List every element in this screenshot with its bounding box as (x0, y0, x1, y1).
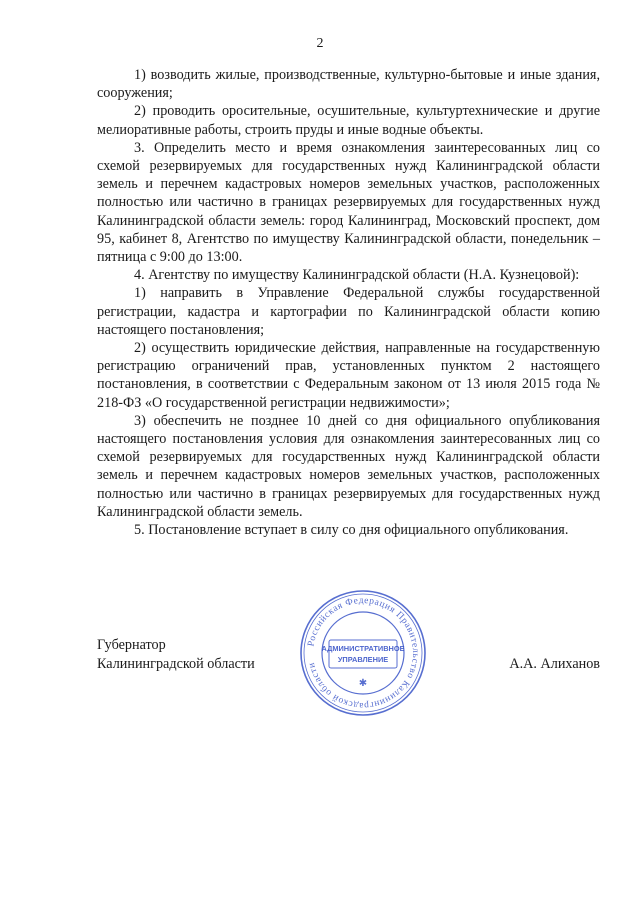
signatory-title: Губернатор (97, 637, 166, 653)
paragraph-5: 1) направить в Управление Федеральной службы государственной регистрации, кадастра и картографии по Калининградской области копию настоящего постановления; (97, 285, 600, 338)
paragraph-7: 3) обеспечить не позднее 10 дней со дня официального опубликования настоящего постановления условия для ознакомления заинтересованных лиц со схемой резервируемых для государственных нужд Калининградской области земель и перечнем кадастровых номеров земельных участков, расположенных полностью или частично в границах резервируемых для государственных нужд Калининградской области земель. (97, 412, 600, 520)
paragraph-3: 3. Определить место и время ознакомления заинтересованных лиц со схемой резервируемых для государственных нужд Калининградской области земель и перечнем кадастровых номеров земельных участков, расположенных полностью или частично в границах резервируемых для государственных нужд Калининградской области земель: город Калининград, Московский проспект, дом 95, кабинет 8, Агентство по имуществу Калининградской области, понедельник – пятница с 9:00 до 13:00. (97, 139, 600, 266)
seal-inner-line-2: УПРАВЛЕНИЕ (337, 655, 389, 664)
document-body (97, 66, 600, 539)
paragraph-2: 2) проводить оросительные, осушительные, культуртехнические и другие мелиоративные работы, строить пруды и иные водные объекты. (97, 103, 600, 138)
page-number: 2 (316, 36, 324, 51)
paragraph-4: 4. Агентству по имуществу Калининградской области (Н.А. Кузнецовой): (134, 267, 580, 284)
paragraph-6: 2) осуществить юридические действия, направленные на государственную регистрацию ограничений прав, установленных пунктом 2 настоящего постановления, в соответствии с Федеральным законом от 13 июля 2015 года № 218-ФЗ «О государственной регистрации недвижимости»; (97, 340, 600, 411)
seal-inner-line-1: АДМИНИСТРАТИВНОЕ (321, 644, 405, 653)
official-seal-stamp (298, 588, 428, 718)
seal-star-icon: ✱ (358, 678, 368, 689)
paragraph-8: 5. Постановление вступает в силу со дня официального опубликования. (134, 522, 569, 539)
signatory-name: А.А. Алиханов (509, 656, 600, 672)
svg-text:Российская Федерация Правитель (306, 596, 420, 710)
seal-outer-text: Российская Федерация Правительство Калининградской области (306, 595, 421, 711)
signatory-region: Калининградской области (97, 656, 255, 672)
paragraph-1: 1) возводить жилые, производственные, культурно-бытовые и иные здания, сооружения; (97, 67, 600, 102)
